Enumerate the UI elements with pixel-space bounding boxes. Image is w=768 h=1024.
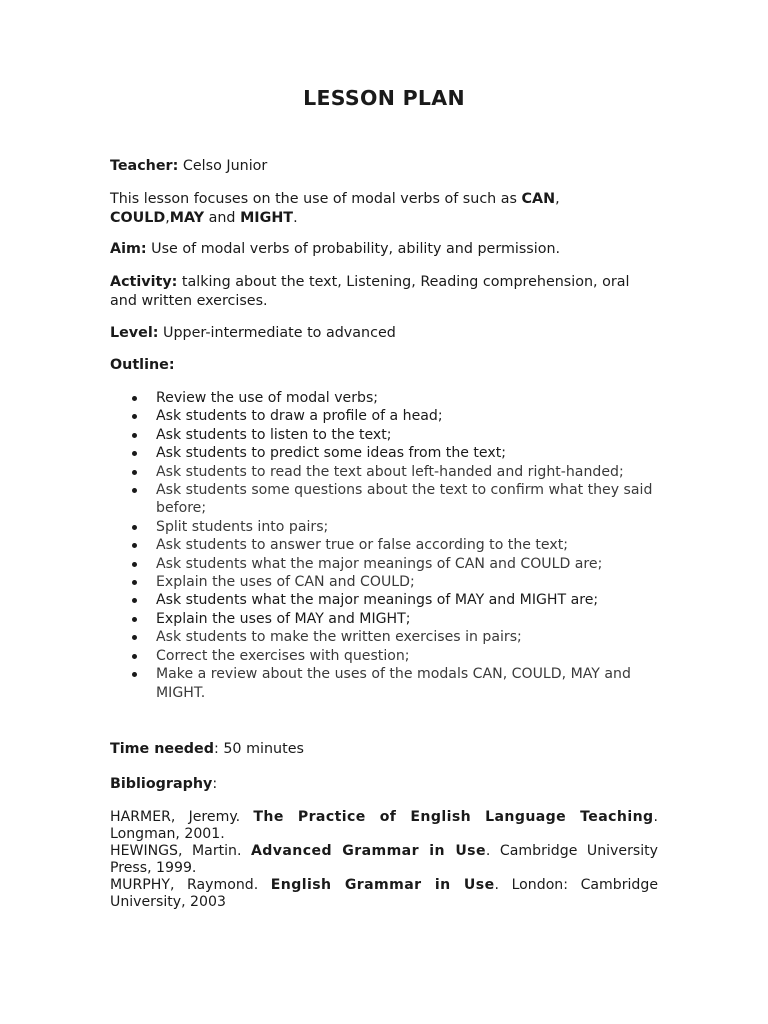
bib-title: English Grammar in Use	[270, 877, 495, 893]
list-item-text: Ask students to read the text about left-handed and right-handed;	[156, 463, 624, 480]
list-item	[110, 426, 658, 444]
list-item-text: Ask students some questions about the text to confirm what they said before;	[156, 482, 653, 517]
bullet-icon	[132, 525, 137, 530]
focus-comma-1: ,	[555, 191, 560, 207]
list-item	[110, 647, 658, 665]
list-item	[110, 444, 658, 462]
time-needed-value: : 50 minutes	[213, 741, 304, 757]
focus-might: MIGHT	[240, 210, 294, 226]
focus-may: MAY	[169, 210, 205, 226]
bullet-icon	[132, 433, 137, 438]
list-item-text: Ask students to predict some ideas from the text;	[156, 445, 506, 462]
bib-title: The Practice of English Language Teaching	[253, 809, 654, 825]
bullet-icon	[132, 654, 137, 659]
list-item-text: Ask students what the major meanings of MAY and MIGHT are;	[156, 592, 599, 609]
bullet-icon	[132, 396, 137, 401]
level-label: Level:	[110, 325, 159, 341]
bib-author: MURPHY, Raymond.	[110, 877, 271, 893]
focus-comma-2: ,	[165, 210, 170, 226]
bibliography-colon: :	[212, 776, 218, 792]
bullet-icon	[132, 470, 137, 475]
list-item-text: Ask students to listen to the text;	[156, 426, 392, 443]
list-item	[110, 555, 658, 573]
focus-can: CAN	[521, 191, 556, 207]
bullet-icon	[132, 562, 137, 567]
list-item	[110, 536, 658, 554]
bullet-icon	[132, 617, 137, 622]
list-item-text: Explain the uses of MAY and MIGHT;	[156, 610, 411, 627]
list-item-text: Ask students to draw a profile of a head;	[156, 408, 443, 425]
page-title: LESSON PLAN	[303, 86, 465, 110]
time-needed-line	[110, 740, 658, 759]
bullet-icon	[132, 598, 137, 603]
activity-label: Activity:	[110, 274, 178, 290]
bullet-icon	[132, 543, 137, 548]
list-item-text: Correct the exercises with question;	[156, 647, 410, 664]
list-item-text: Review the use of modal verbs;	[156, 390, 379, 406]
outline-label: Outline:	[110, 357, 175, 373]
outline-heading	[110, 356, 658, 375]
bullet-icon	[132, 414, 137, 419]
bib-author: HEWINGS, Martin.	[110, 843, 251, 859]
list-item	[110, 463, 658, 481]
bib-rest: . Cambridge University Press, 1999.	[110, 843, 658, 876]
list-item	[110, 389, 658, 407]
outline-list	[110, 389, 658, 702]
bibliography-label: Bibliography	[110, 776, 213, 792]
bullet-icon	[132, 672, 137, 677]
list-item	[110, 610, 658, 628]
aim-line	[110, 240, 658, 259]
list-item	[110, 518, 658, 536]
bibliography-entry	[110, 843, 658, 877]
focus-period: .	[293, 210, 298, 226]
list-item	[110, 407, 658, 425]
teacher-line	[110, 157, 658, 176]
bib-rest: . London: Cambridge University, 2003	[110, 877, 658, 910]
bullet-icon	[132, 580, 137, 585]
list-item	[110, 591, 658, 609]
level-value: Upper-intermediate to advanced	[163, 325, 396, 341]
list-item	[110, 573, 658, 591]
focus-paragraph	[110, 190, 658, 228]
list-item-text: Ask students to answer true or false according to the text;	[156, 537, 568, 554]
list-item	[110, 665, 658, 702]
bib-title: Advanced Grammar in Use	[251, 843, 486, 859]
list-item-text: Explain the uses of CAN and COULD;	[156, 574, 415, 591]
bibliography-heading	[110, 775, 658, 794]
level-line	[110, 324, 658, 343]
focus-could: COULD	[110, 210, 166, 226]
teacher-label: Teacher:	[110, 158, 179, 174]
list-item-text: Ask students to make the written exercises in pairs;	[156, 629, 522, 646]
teacher-value: Celso Junior	[182, 158, 268, 174]
bib-rest: . Longman, 2001.	[110, 809, 659, 842]
list-item-text: Ask students what the major meanings of CAN and COULD are;	[156, 555, 603, 572]
bib-author: HARMER, Jeremy.	[110, 809, 254, 825]
aim-label: Aim:	[110, 241, 147, 257]
bibliography-entry	[110, 809, 658, 843]
list-item-text: Make a review about the uses of the modals CAN, COULD, MAY and MIGHT.	[156, 666, 631, 701]
bullet-icon	[132, 635, 137, 640]
list-item	[110, 628, 658, 646]
list-item	[110, 481, 658, 518]
time-needed-label: Time needed	[110, 741, 214, 757]
bibliography-entry	[110, 877, 658, 911]
list-item-text: Split students into pairs;	[156, 518, 329, 535]
bullet-icon	[132, 488, 137, 493]
activity-paragraph	[110, 273, 658, 311]
aim-value: Use of modal verbs of probability, ability and permission.	[151, 241, 561, 257]
focus-text: This lesson focuses on the use of modal verbs of such as	[110, 191, 522, 207]
activity-value: talking about the text, Listening, Reading comprehension, oral and written exercises.	[110, 274, 630, 309]
focus-and: and	[204, 210, 241, 226]
bullet-icon	[132, 451, 137, 456]
